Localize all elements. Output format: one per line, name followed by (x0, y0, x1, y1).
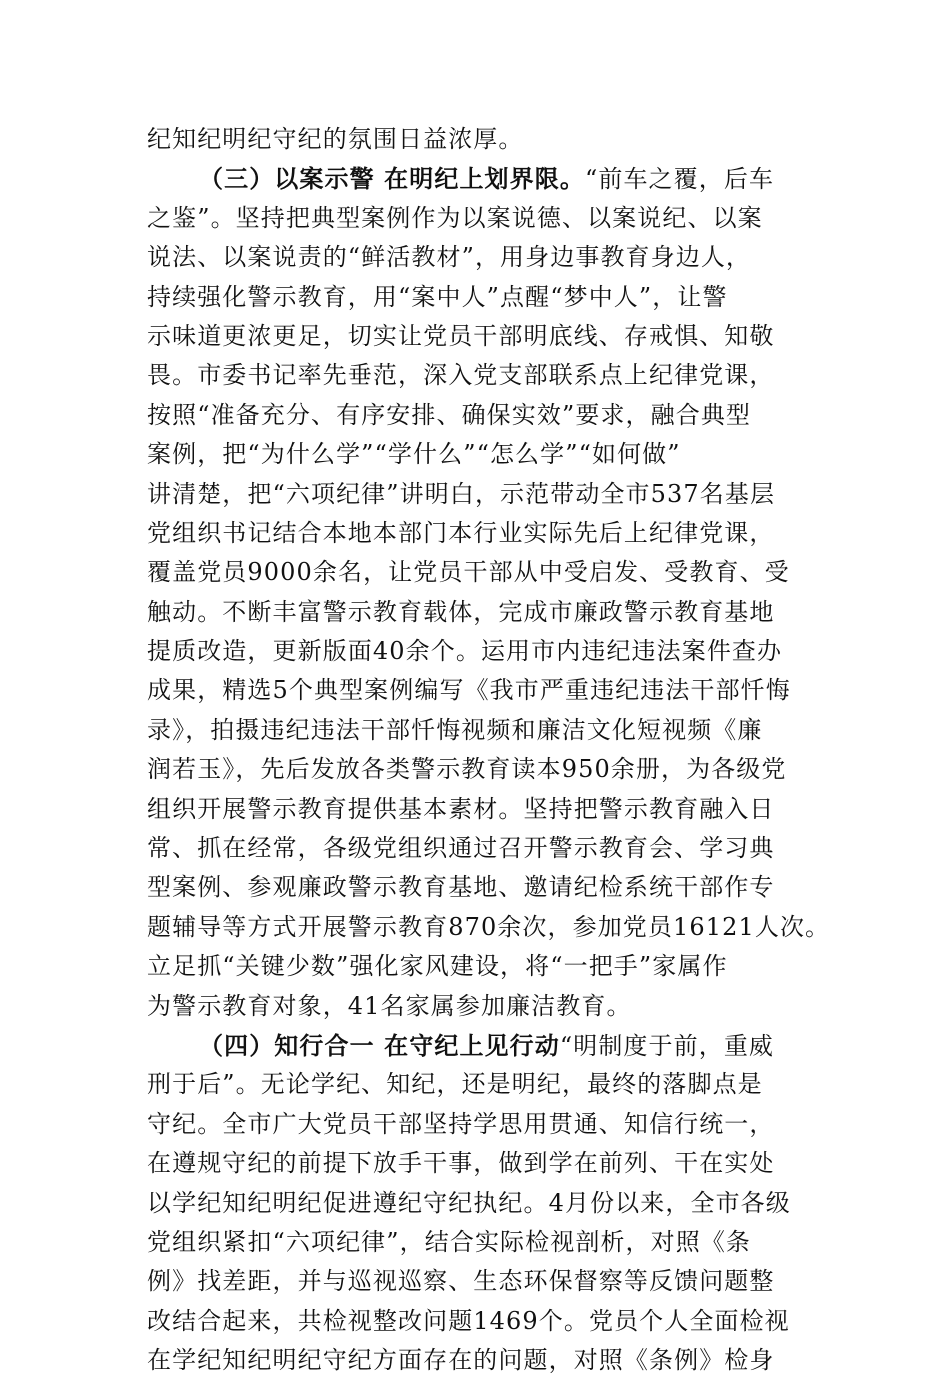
paragraph-text: 以学纪知纪明纪促进遵纪守纪执纪。4月份以来，全市各级 (147, 1188, 791, 1217)
text-line (147, 750, 807, 789)
text-line (147, 435, 807, 474)
paragraph-text: 覆盖党员9000余名，让党员干部从中受启发、受教育、受 (147, 558, 790, 587)
text-line (147, 1144, 807, 1183)
text-line (147, 159, 807, 198)
paragraph-text: 党组织紧扣“六项纪律”，结合实际检视剖析，对照《条 (147, 1227, 752, 1256)
paragraph-text: 之鉴”。坚持把典型案例作为以案说德、以案说纪、以案 (147, 203, 763, 232)
paragraph-text: 为警示教育对象，41名家属参加廉洁教育。 (147, 991, 632, 1020)
text-line (147, 278, 807, 317)
paragraph-text: “明制度于前，重威 (559, 1031, 775, 1060)
text-line (147, 711, 807, 750)
text-line (147, 553, 807, 592)
paragraph-text: 触动。不断丰富警示教育载体，完成市廉政警示教育基地 (147, 597, 775, 626)
paragraph-text: 常、抓在经常，各级党组织通过召开警示教育会、学习典 (147, 834, 775, 863)
text-line (147, 947, 807, 986)
text-line (147, 908, 831, 947)
text-line (147, 1065, 807, 1104)
paragraph-text: 示味道更浓更足，切实让党员干部明底线、存戒惧、知敬 (147, 321, 775, 350)
paragraph-text: 说法、以案说责的“鲜活教材”，用身边事教育身边人， (147, 243, 752, 272)
paragraph-text: 刑于后”。无论学纪、知纪，还是明纪，最终的落脚点是 (147, 1070, 763, 1099)
paragraph-text: 改结合起来，共检视整改问题1469个。党员个人全面检视 (147, 1306, 790, 1335)
text-line (147, 829, 807, 868)
paragraph-text: 题辅导等方式开展警示教育870余次，参加党员16121人次。 (147, 912, 831, 941)
paragraph-text: 守纪。全市广大党员干部坚持学思用贯通、知信行统一， (147, 1109, 775, 1138)
text-line (147, 1223, 807, 1262)
paragraph-text: 纪知纪明纪守纪的氛围日益浓厚。 (147, 125, 524, 153)
paragraph-text: 畏。市委书记率先垂范，深入党支部联系点上纪律党课， (147, 361, 775, 390)
paragraph-text: 录》，拍摄违纪违法干部忏悔视频和廉洁文化短视频《廉 (147, 715, 763, 744)
text-line (147, 1262, 807, 1301)
paragraph-text: 型案例、参观廉政警示教育基地、邀请纪检系统干部作专 (147, 873, 775, 902)
text-line (147, 987, 807, 1026)
text-line (147, 120, 807, 159)
text-line (147, 1184, 807, 1223)
text-line (147, 790, 807, 829)
paragraph-text: 组织开展警示教育提供基本素材。坚持把警示教育融入日 (147, 794, 775, 823)
paragraph-text: 持续强化警示教育，用“案中人”点醒“梦中人”，让警 (147, 282, 728, 311)
text-line (147, 868, 807, 907)
text-line (147, 356, 807, 395)
paragraph-text: 按照“准备充分、有序安排、确保实效”要求，融合典型 (147, 400, 752, 429)
text-line (147, 632, 807, 671)
text-line (147, 593, 807, 632)
paragraph-text: 润若玉》，先后发放各类警示教育读本950余册，为各级党 (147, 755, 787, 784)
paragraph-text: 例》找差距，并与巡视巡察、生态环保督察等反馈问题整 (147, 1267, 775, 1296)
text-line (147, 671, 807, 710)
text-line (147, 1341, 807, 1380)
text-line (147, 475, 807, 514)
text-line (147, 317, 807, 356)
paragraph-text: 成果，精选5个典型案例编写《我市严重违纪违法干部忏悔 (147, 676, 791, 705)
body-text (147, 120, 831, 1381)
text-line (147, 1302, 807, 1341)
text-line (147, 238, 807, 277)
paragraph-text: 党组织书记结合本地本部门本行业实际先后上纪律党课， (147, 518, 775, 547)
paragraph-text: 提质改造，更新版面40余个。运用市内违纪违法案件查办 (147, 637, 783, 666)
paragraph-text: 在学纪知纪明纪守纪方面存在的问题，对照《条例》检身 (147, 1346, 775, 1375)
paragraph-text: 在遵规守纪的前提下放手干事，做到学在前列、干在实处 (147, 1149, 775, 1178)
section-heading: （三）以案示警 在明纪上划界限。 (199, 164, 585, 194)
paragraph-text: 案例，把“为什么学”“学什么”“怎么学”“如何做” (147, 440, 681, 469)
paragraph-text: 立足抓“关键少数”强化家风建设，将“一把手”家属作 (147, 952, 728, 981)
text-line (147, 514, 807, 553)
text-line (147, 1105, 807, 1144)
text-line (147, 1026, 807, 1065)
section-heading: （四）知行合一 在守纪上见行动 (199, 1030, 560, 1060)
paragraph-text: “前车之覆，后车 (584, 165, 775, 194)
text-line (147, 199, 807, 238)
paragraph-text: 讲清楚，把“六项纪律”讲明白，示范带动全市537名基层 (147, 479, 776, 508)
text-line (147, 396, 807, 435)
